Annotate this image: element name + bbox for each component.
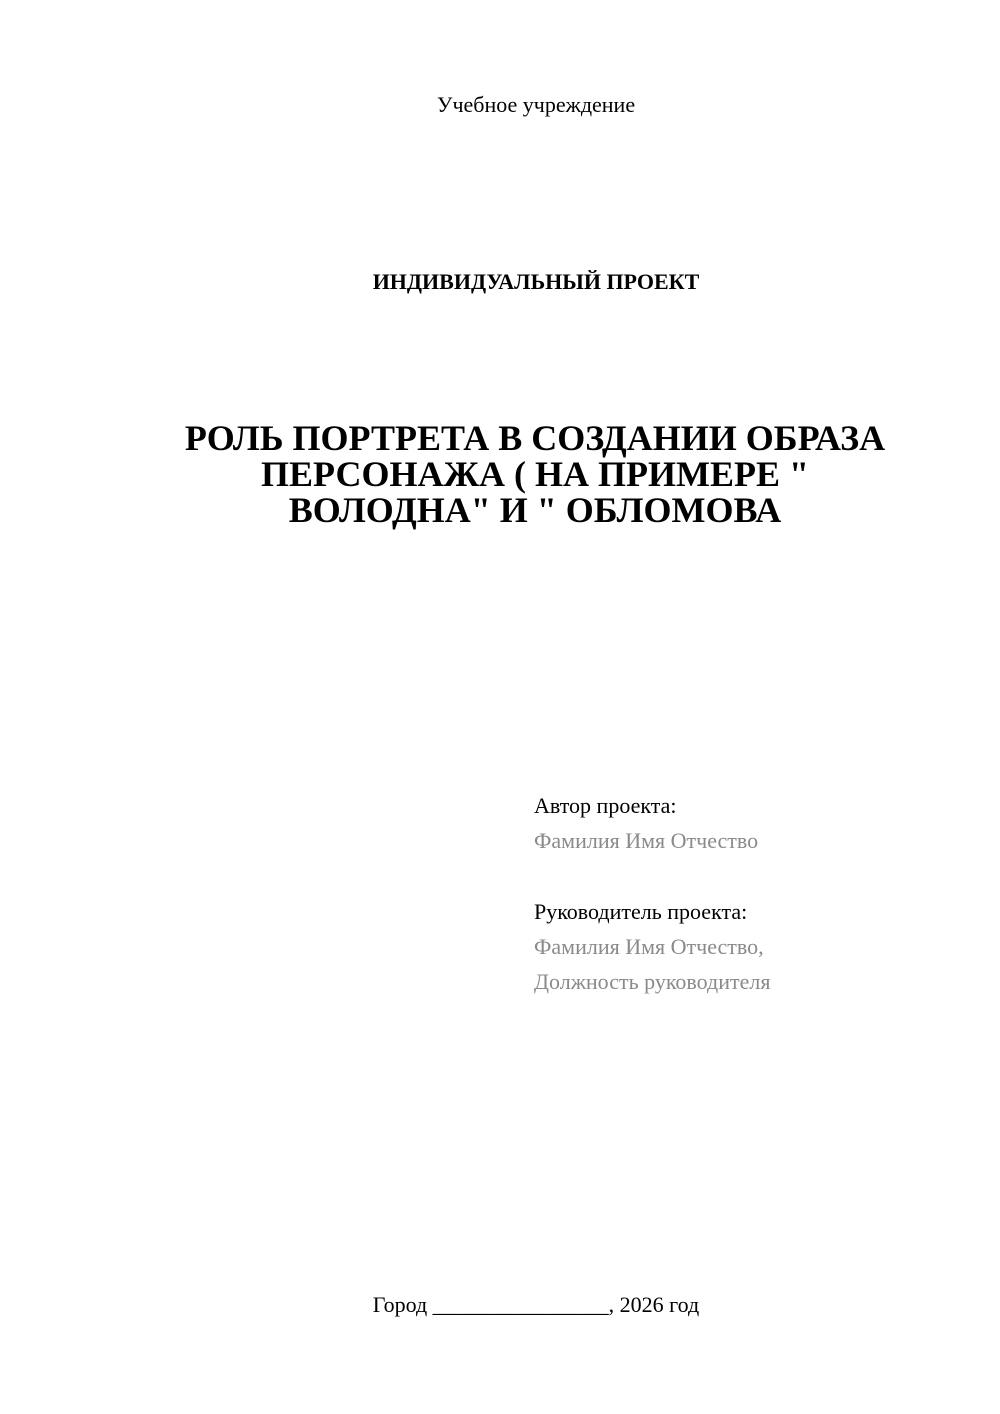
project-title-line: ПЕРСОНАЖА ( НА ПРИМЕРЕ " [261, 454, 809, 494]
project-title-line: РОЛЬ ПОРТРЕТА В СОЗДАНИИ ОБРАЗА [184, 418, 886, 458]
supervisor-name: Фамилия Имя Отчество, [534, 934, 764, 959]
project-title [140, 420, 930, 528]
project-title-line: ВОЛОДНА" И " ОБЛОМОВА [288, 490, 782, 530]
credits-block [534, 788, 974, 999]
credits-spacer [534, 858, 974, 894]
supervisor-position: Должность руководителя [534, 969, 771, 994]
institution-name: Учебное учреждение [436, 92, 636, 117]
author-name: Фамилия Имя Отчество [534, 828, 759, 853]
supervisor-label: Руководитель проекта: [534, 899, 748, 924]
document-type: ИНДИВИДУАЛЬНЫЙ ПРОЕКТ [372, 269, 700, 294]
city-year-footer: Город ________________, 2026 год [372, 1292, 700, 1317]
author-label: Автор проекта: [534, 793, 677, 818]
